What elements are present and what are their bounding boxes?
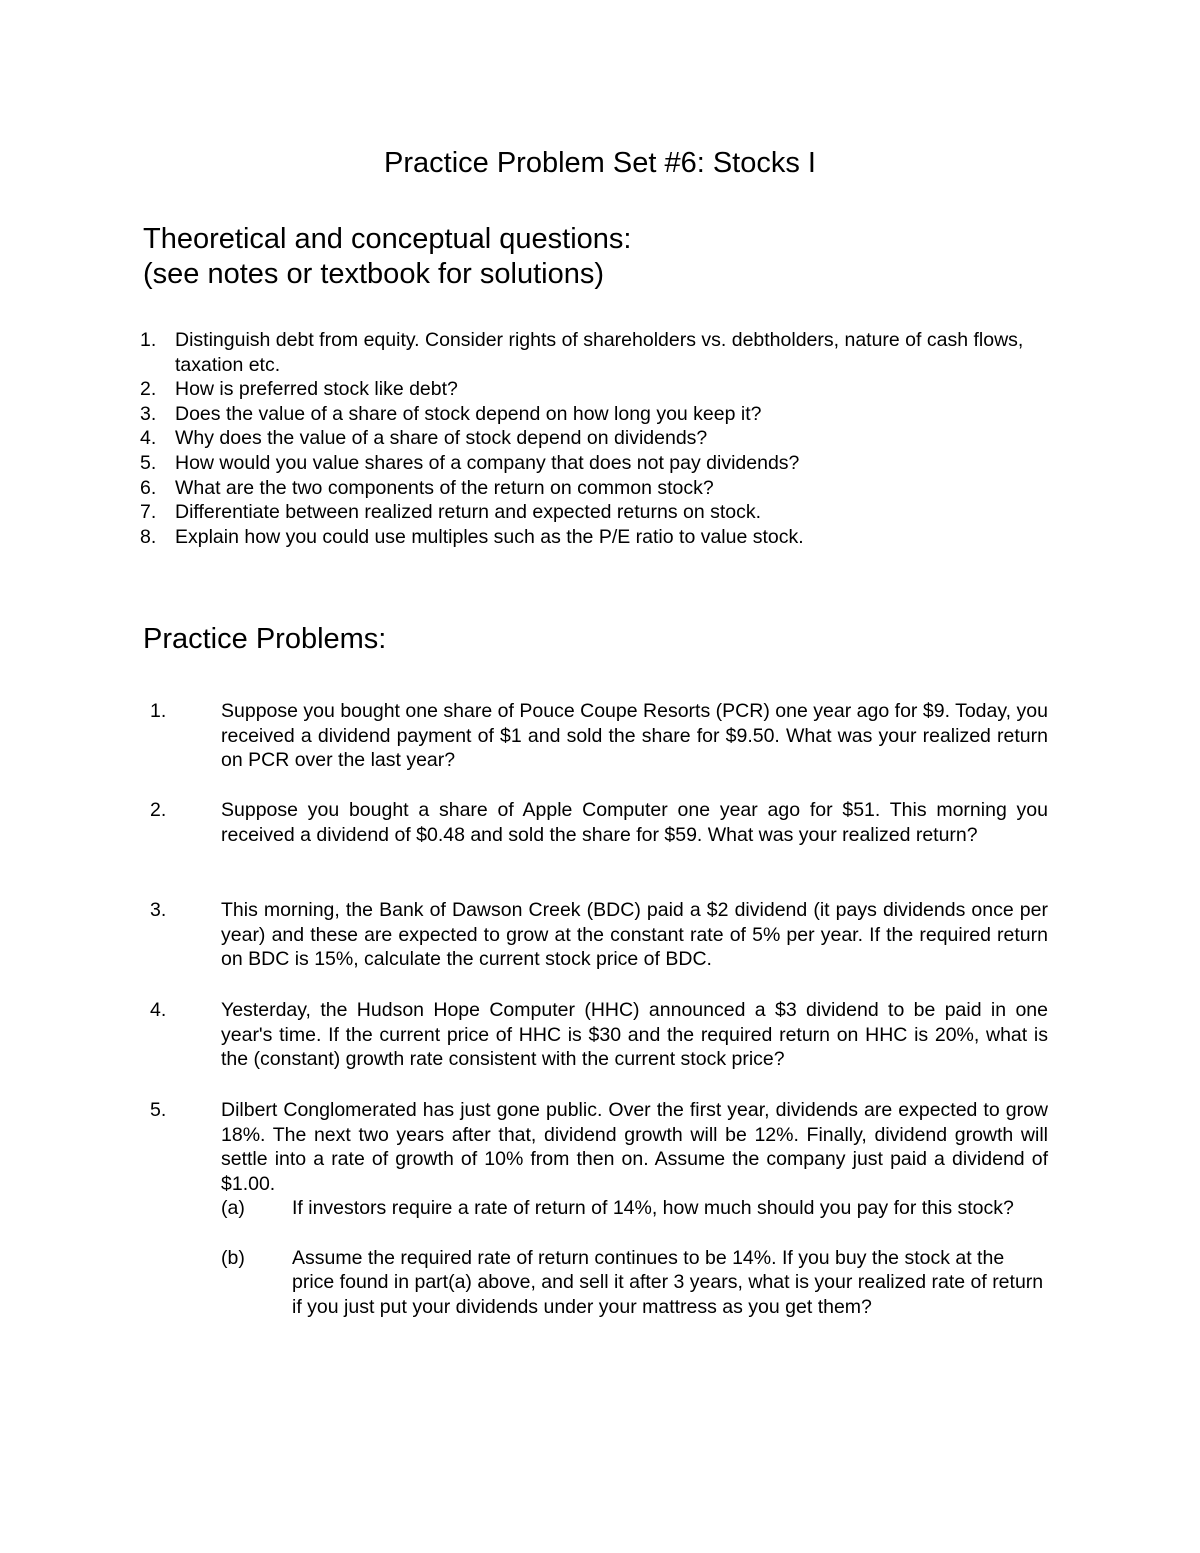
sub-question-b [221, 1246, 1048, 1320]
problem-text: Dilbert Conglomerated has just gone public. Over the first year, dividends are expected to grow 18%. The next two years after that, dividend growth will be 12%. Finally, dividend growth will settle into a rate of growth of 10% from then on. Assume the company just paid a dividend of $1.00. [221, 1099, 1048, 1195]
problem-number: 4. [150, 999, 167, 1021]
practice-problem [150, 998, 1050, 1072]
problem-text: This morning, the Bank of Dawson Creek (BDC) paid a $2 dividend (it pays dividends once per year) and these are expected to grow at the constant rate of 5% per year. If the required return on BDC is 15%, calculate the current stock price of BDC. [221, 899, 1048, 971]
practice-problem [150, 898, 1050, 972]
practice-problem [150, 699, 1050, 773]
theory-heading-line2: (see notes or textbook for solutions) [143, 258, 605, 290]
theory-question [140, 328, 1070, 377]
question-number: 4. [140, 427, 157, 450]
problem-text: Yesterday, the Hudson Hope Computer (HHC) announced a $3 dividend to be paid in one year's time. If the current price of HHC is $30 and the required return on HHC is 20%, what is the (constant) growth rate consistent with the current stock price? [221, 999, 1048, 1071]
question-number: 5. [140, 451, 157, 474]
problem-number: 1. [150, 700, 167, 722]
question-number: 3. [140, 402, 157, 425]
problem-number: 5. [150, 1099, 167, 1121]
theory-question [140, 377, 1070, 402]
question-number: 6. [140, 476, 157, 499]
sub-question-a [221, 1196, 1048, 1221]
practice-problem [150, 1098, 1050, 1319]
sub-question-label: (a) [221, 1197, 245, 1220]
sub-question-label: (b) [221, 1246, 245, 1269]
sub-question-text: Assume the required rate of return continues to be 14%. If you buy the stock at the price found in part(a) above, and sell it after 3 years, what is your realized rate of return if you just put your dividends under your mattress as you get them? [292, 1246, 1044, 1318]
question-text: Distinguish debt from equity. Consider rights of shareholders vs. debtholders, nature of cash flows, taxation etc. [175, 329, 1024, 376]
question-text: How is preferred stock like debt? [175, 378, 458, 401]
practice-problem [150, 798, 1050, 847]
question-text: Differentiate between realized return and expected returns on stock. [175, 501, 762, 524]
question-number: 1. [140, 329, 157, 351]
problem-number: 3. [150, 899, 167, 921]
question-number: 8. [140, 525, 157, 548]
theory-question [140, 500, 1070, 525]
theory-question [140, 476, 1070, 501]
problem-text: Suppose you bought one share of Pouce Coupe Resorts (PCR) one year ago for $9. Today, you received a dividend payment of $1 and sold the share for $9.50. What was your realized return on PCR over the last year? [221, 700, 1048, 772]
theory-question [140, 451, 1070, 476]
question-text: Does the value of a share of stock depend on how long you keep it? [175, 402, 762, 425]
problem-text: Suppose you bought a share of Apple Computer one year ago for $51. This morning you received a dividend of $0.48 and sold the share for $59. What was your realized return? [221, 799, 1048, 846]
theory-question [140, 426, 1070, 451]
question-text: How would you value shares of a company that does not pay dividends? [175, 451, 800, 474]
theory-heading-line1: Theoretical and conceptual questions: [143, 223, 632, 255]
question-number: 2. [140, 378, 157, 401]
theory-question [140, 402, 1070, 427]
theory-question-list [140, 328, 1070, 549]
problem-number: 2. [150, 799, 167, 821]
theory-question [140, 525, 1070, 550]
page-title: Practice Problem Set #6: Stocks I [384, 147, 816, 179]
question-text: Explain how you could use multiples such as the P/E ratio to value stock. [175, 525, 804, 548]
question-number: 7. [140, 501, 157, 524]
theory-heading [143, 222, 631, 292]
question-text: What are the two components of the return on common stock? [175, 476, 714, 499]
sub-question-text: If investors require a rate of return of 14%, how much should you pay for this stock? [292, 1197, 1014, 1220]
question-text: Why does the value of a share of stock depend on dividends? [175, 427, 708, 450]
problems-heading: Practice Problems: [143, 623, 387, 655]
